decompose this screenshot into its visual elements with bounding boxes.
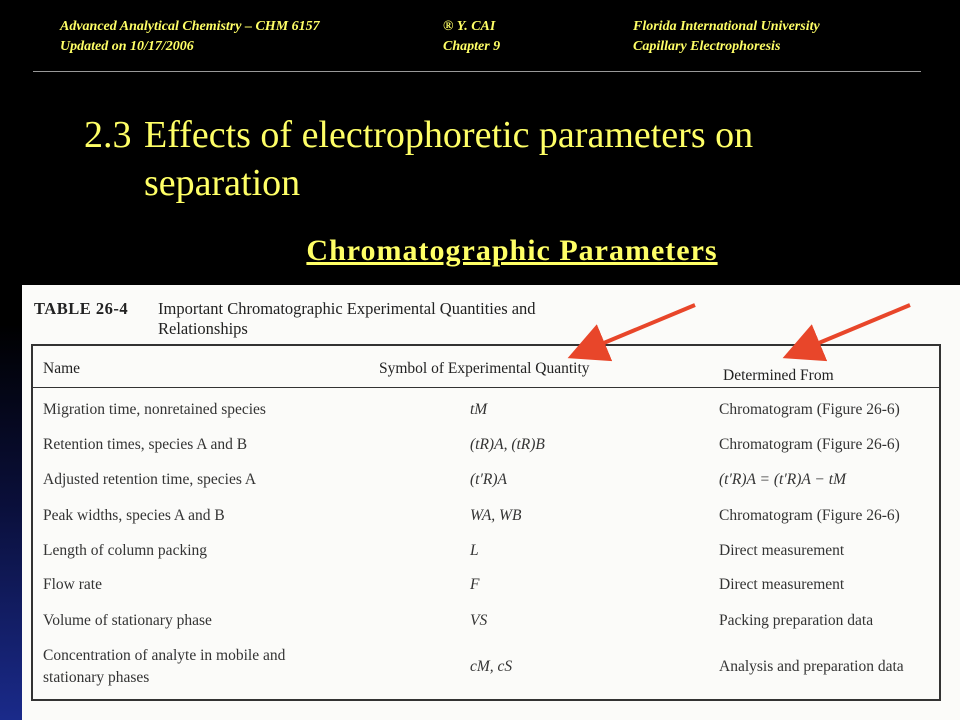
header-chapter: Chapter 9	[443, 39, 501, 54]
header-symbol: Symbol of Experimental Quantity	[379, 360, 590, 377]
table-label: TABLE 26-4	[34, 299, 129, 318]
row-source: Direct measurement	[719, 542, 845, 559]
row-name: Retention times, species A and B	[43, 436, 248, 453]
row-symbol: F	[470, 576, 480, 593]
row-name: Length of column packing	[43, 542, 207, 559]
header-updated: Updated on 10/17/2006	[60, 39, 194, 54]
arrow-to-determined-from-header	[790, 305, 910, 355]
row-source: Chromatogram (Figure 26-6)	[719, 436, 900, 453]
row-source: Analysis and preparation data	[719, 658, 904, 675]
arrow-to-symbol-header	[575, 305, 695, 355]
header-course: Advanced Analytical Chemistry – CHM 6157	[60, 19, 320, 34]
slide-title-line1: Effects of electrophoretic parameters on	[144, 114, 754, 156]
row-symbol: VS	[470, 612, 488, 629]
row-name: Peak widths, species A and B	[43, 507, 225, 524]
header-name: Name	[43, 360, 81, 377]
row-source: Packing preparation data	[719, 612, 874, 629]
slide-number: 2.3	[84, 114, 132, 156]
header-author: ® Y. CAI	[443, 19, 496, 34]
header-university: Florida International University	[633, 19, 820, 34]
row-name: Flow rate	[43, 576, 102, 593]
row-symbol: (tR)A, (tR)B	[470, 436, 545, 453]
slide-title-line2: separation	[144, 162, 301, 204]
row-name: Concentration of analyte in mobile and stationary phases	[43, 647, 286, 686]
row-symbol: tM	[470, 401, 488, 418]
slide-subtitle: Chromatographic Parameters	[306, 234, 718, 267]
row-source: Direct measurement	[719, 576, 845, 593]
row-symbol: (t′R)A	[470, 471, 507, 488]
row-symbol: WA, WB	[470, 507, 522, 524]
row-source: Chromatogram (Figure 26-6)	[719, 401, 900, 418]
row-name: Migration time, nonretained species	[43, 401, 266, 418]
table-caption-line2: Relationships	[158, 319, 248, 338]
row-name: Adjusted retention time, species A	[43, 471, 257, 488]
row-name: Volume of stationary phase	[43, 612, 212, 629]
header-determined-from: Determined From	[723, 367, 834, 384]
row-symbol: cM, cS	[470, 658, 513, 675]
row-symbol: L	[470, 542, 479, 559]
table-caption-line1: Important Chromatographic Experimental Quantities and	[158, 299, 536, 318]
row-source: Chromatogram (Figure 26-6)	[719, 507, 900, 524]
header-topic: Capillary Electrophoresis	[633, 39, 781, 54]
row-source: (t′R)A = (t′R)A − tM	[719, 471, 846, 488]
